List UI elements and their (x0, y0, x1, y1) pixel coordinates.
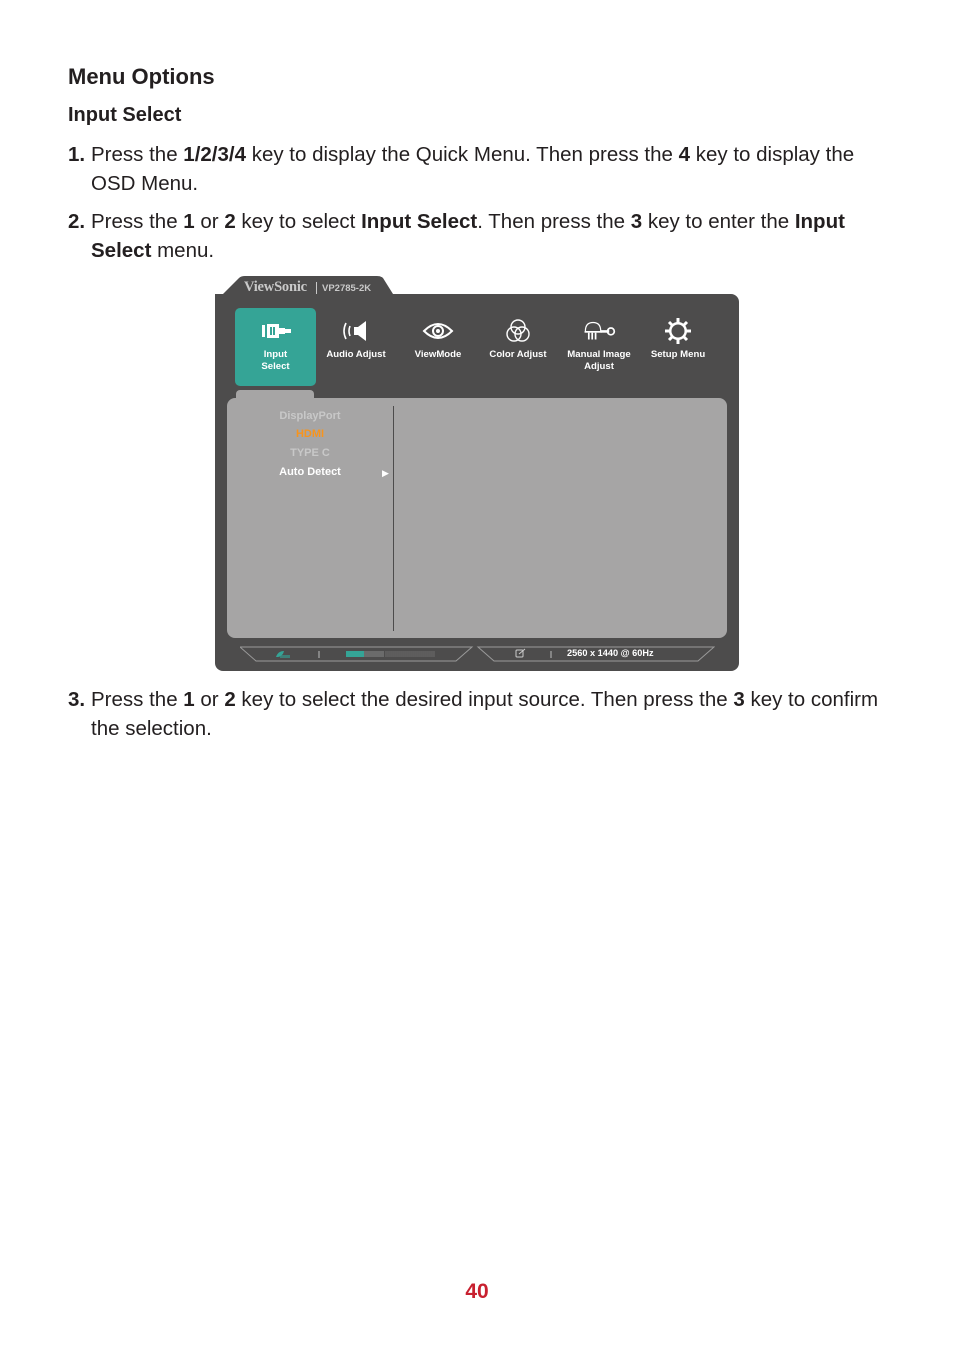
color-circles-icon (501, 317, 535, 345)
resolution-readout: 2560 x 1440 @ 60Hz (567, 648, 654, 658)
step-text (91, 208, 898, 265)
step-text-run: key to confirm the selection. (91, 688, 879, 740)
page-number: 40 (465, 1280, 489, 1303)
step-text-run: Press the (91, 143, 184, 166)
brand-divider (316, 282, 317, 294)
step-text-run: menu. (151, 238, 215, 262)
manual-image-adjust-icon (582, 317, 616, 345)
menu-item-setup-menu[interactable] (643, 308, 713, 386)
step-text-run: Press the (91, 210, 184, 233)
step-key-term: Input Select (361, 210, 478, 233)
menu-item-label: Audio Adjust (326, 349, 386, 360)
step-key-term: 4 (678, 143, 691, 166)
step-key-term: 2 (224, 210, 236, 233)
step-key-term: 2 (224, 688, 236, 711)
section-heading: Menu Options (68, 64, 215, 89)
subsection-heading: Input Select (68, 104, 182, 126)
step-text-run: key to select the desired input source. Then press the (235, 688, 734, 711)
step-text-run: or (194, 688, 225, 711)
menu-item-label: Setup Menu (650, 349, 706, 360)
menu-item-audio-adjust[interactable] (319, 308, 393, 386)
menu-item-label: ViewMode (414, 349, 462, 360)
chevron-right-icon: ▶ (382, 468, 389, 478)
model-name: VP2785-2K (322, 283, 372, 294)
step-3 (68, 686, 898, 743)
eye-icon (421, 317, 455, 345)
step-key-term: 1/2/3/4 (183, 143, 246, 166)
option-type-c[interactable]: TYPE C (290, 447, 330, 459)
brand-logo: ViewSonic (244, 279, 307, 295)
menu-item-color-adjust[interactable] (481, 308, 555, 386)
menu-item-viewmode[interactable] (401, 308, 475, 386)
step-text-run: or (194, 210, 225, 233)
step-text-run: . Then press the (477, 210, 631, 233)
input-link-icon (516, 649, 525, 657)
step-key-term: 1 (183, 688, 195, 711)
option-auto-detect[interactable]: Auto Detect (279, 466, 341, 478)
step-text-run: Press the (91, 688, 184, 711)
step-number: 1. (68, 143, 86, 166)
eco-icon (276, 651, 290, 658)
menu-item-label: Manual Image Adjust (567, 349, 631, 372)
input-select-icon (259, 317, 293, 345)
option-displayport[interactable]: DisplayPort (279, 410, 341, 422)
gear-icon (661, 317, 695, 345)
step-text (91, 141, 898, 198)
step-2 (68, 208, 898, 265)
step-number: 2. (68, 210, 86, 233)
option-hdmi[interactable]: HDMI (295, 428, 325, 440)
step-text (91, 686, 898, 743)
menu-item-label: Color Adjust (489, 349, 547, 360)
menu-item-manual-image-adjust[interactable] (559, 308, 639, 386)
audio-adjust-icon (339, 317, 373, 345)
step-text-run: key to enter the (642, 210, 795, 233)
submenu-panel (227, 398, 727, 638)
step-key-term: 3 (630, 210, 643, 233)
osd-menu-screenshot (215, 276, 739, 671)
step-text-run: key to select (235, 210, 362, 233)
step-text-run: key to display the Quick Menu. Then press the (246, 143, 679, 166)
step-text-run: key to display the OSD Menu. (91, 143, 855, 195)
step-1 (68, 141, 898, 198)
step-key-term: 1 (183, 210, 195, 233)
step-key-term: Input Select (91, 210, 845, 262)
step-number: 3. (68, 688, 86, 711)
menu-item-input-select[interactable] (235, 308, 316, 386)
menu-item-label: Input Select (261, 349, 290, 372)
step-key-term: 3 (733, 688, 745, 711)
submenu-divider (393, 406, 394, 631)
